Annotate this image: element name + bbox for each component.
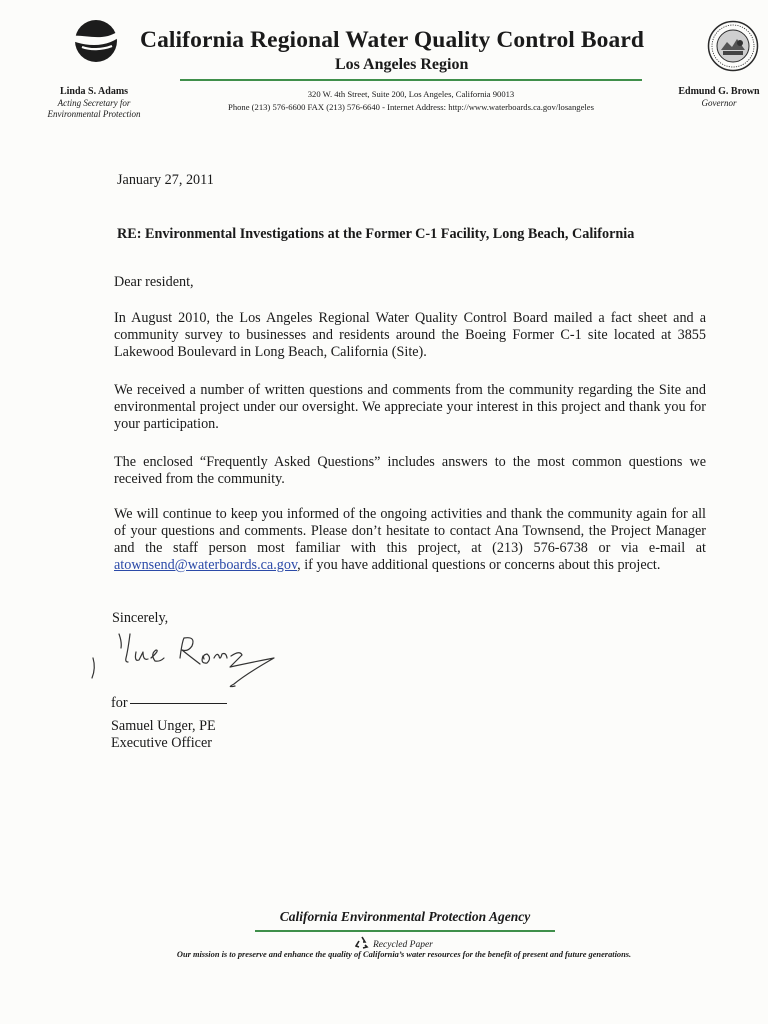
state-seal-icon xyxy=(707,20,759,72)
contact-info: Phone (213) 576-6600 FAX (213) 576-6640 - Internet Address: http://www.waterboards.ca.gov/losangeles xyxy=(228,102,594,112)
right-official-name: Edmund G. Brown xyxy=(678,86,760,97)
contact-email-link[interactable]: atownsend@waterboards.ca.gov xyxy=(114,557,298,573)
recycled-paper-note xyxy=(355,936,433,950)
street-address: 320 W. 4th Street, Suite 200, Los Angeles, California 90013 xyxy=(307,89,515,99)
left-official-name: Linda S. Adams xyxy=(59,86,129,97)
org-name: California Regional Water Quality Control Board xyxy=(140,27,645,53)
mission-statement: Our mission is to preserve and enhance the quality of California’s water resources for the benefit of present and future generations. xyxy=(176,950,632,959)
salutation: Dear resident, xyxy=(114,274,194,290)
letter-date: January 27, 2011 xyxy=(117,172,214,188)
address-block xyxy=(178,88,644,114)
recycle-icon xyxy=(355,936,369,949)
signature-rule xyxy=(130,703,227,704)
left-official-block xyxy=(30,86,158,120)
paragraph-4-text-end: , if you have additional questions or concerns about this project. xyxy=(297,557,661,573)
left-official-title-line1: Acting Secretary for xyxy=(57,98,131,108)
closing: Sincerely, xyxy=(112,610,169,626)
signer-name: Samuel Unger, PE xyxy=(111,718,216,734)
paragraph-4-text: We will continue to keep you informed of the ongoing activities and thank the community again for all of your questions and comments. Please don’t hesitate to contact Ana Townsend, the Project Manager and the staff person most familiar with this project, at (213) 576-6738 or via e-mail at xyxy=(114,506,706,556)
paragraph-2: We received a number of written questions and comments from the community regarding the Site and environmental project under our oversight. We appreciate your interest in this project and thank you for your participation. xyxy=(114,382,706,432)
region-name: Los Angeles Region xyxy=(335,56,469,73)
recycled-paper-label: Recycled Paper xyxy=(373,940,433,950)
paragraph-4 xyxy=(114,506,706,574)
water-board-logo-icon xyxy=(62,14,124,68)
header-divider xyxy=(180,79,642,81)
signer-title: Executive Officer xyxy=(111,735,212,751)
paragraph-3: The enclosed “Frequently Asked Questions” includes answers to the most common questions we received from the community. xyxy=(114,454,706,487)
right-official-title: Governor xyxy=(701,98,737,108)
right-official-block xyxy=(668,86,768,109)
footer-divider xyxy=(255,930,555,932)
left-official-title-line2: Environmental Protection xyxy=(47,109,141,119)
handwritten-signature xyxy=(88,628,288,692)
signature-line xyxy=(111,695,227,712)
agency-name: California Environmental Protection Agency xyxy=(279,909,531,924)
subject-line: RE: Environmental Investigations at the Former C-1 Facility, Long Beach, California xyxy=(117,226,635,242)
paragraph-1: In August 2010, the Los Angeles Regional Water Quality Control Board mailed a fact sheet and a community survey to businesses and residents around the Boeing Former C-1 site located at 3855 Lakewood Boulevard in Long Beach, California (Site). xyxy=(114,310,706,360)
for-label: for xyxy=(111,695,128,711)
